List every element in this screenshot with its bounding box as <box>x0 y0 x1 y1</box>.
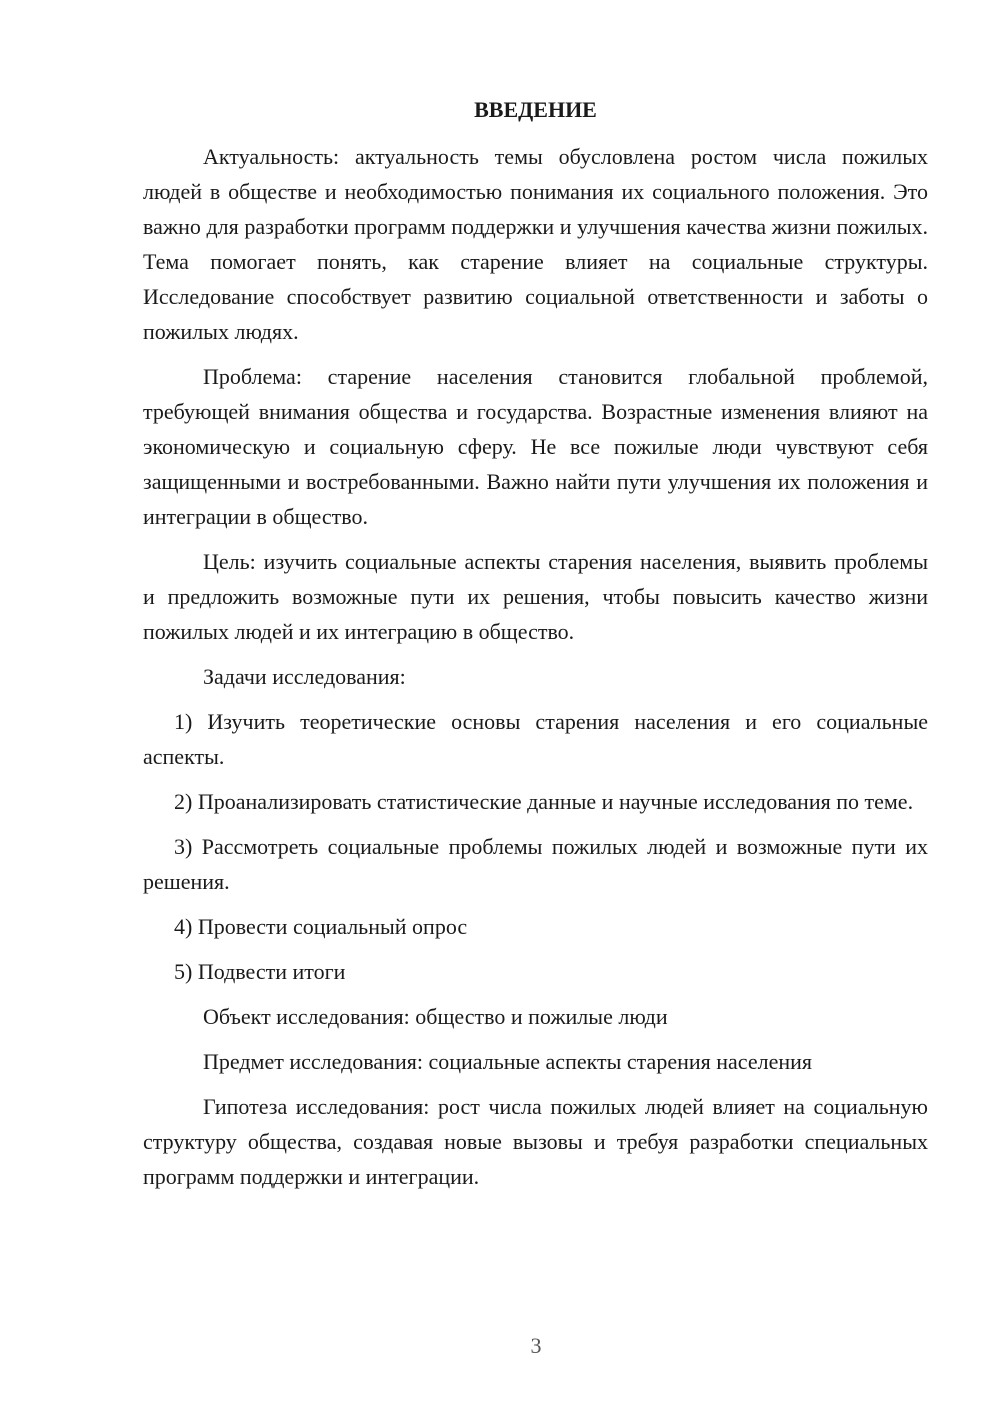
task-item-2: 2) Проанализировать статистические данные и научные исследования по теме. <box>174 789 914 814</box>
task-item-5: 5) Подвести итоги <box>174 959 346 984</box>
research-hypothesis: Гипотеза исследования: рост числа пожилых людей влияет на социальную структуру общества, создавая новые вызовы и требуя разработки специальных программ поддержки и интеграции. <box>143 1094 928 1189</box>
task-item-4: 4) Провести социальный опрос <box>174 914 468 939</box>
research-subject: Предмет исследования: социальные аспекты старения населения <box>203 1049 812 1074</box>
paragraph-goal: Цель: изучить социальные аспекты старения населения, выявить проблемы и предложить возможные пути их решения, чтобы повысить качество жизни пожилых людей и их интеграцию в общество. <box>143 549 928 644</box>
tasks-heading: Задачи исследования: <box>203 664 406 689</box>
page-number: 3 <box>530 1333 542 1358</box>
document-page <box>143 95 928 1204</box>
paragraph-relevance: Актуальность: актуальность темы обусловлена ростом числа пожилых людей в обществе и необходимостью понимания их социального положения. Это важно для разработки программ поддержки и улучшения качества жизни пожилых. Тема помогает понять, как старение влияет на социальные структуры. Исследование способствует развитию социальной ответственности и заботы о пожилых людях. <box>143 144 928 344</box>
task-item-1: 1) Изучить теоретические основы старения населения и его социальные аспекты. <box>143 709 928 769</box>
research-object: Объект исследования: общество и пожилые люди <box>203 1004 668 1029</box>
page-title: ВВЕДЕНИЕ <box>474 97 597 122</box>
task-item-3: 3) Рассмотреть социальные проблемы пожилых людей и возможные пути их решения. <box>143 834 928 894</box>
paragraph-problem: Проблема: старение населения становится глобальной проблемой, требующей внимания общества и государства. Возрастные изменения влияют на экономическую и социальную сферу. Не все пожилые люди чувствуют себя защищенными и востребованными. Важно найти пути улучшения их положения и интеграции в общество. <box>143 364 928 529</box>
